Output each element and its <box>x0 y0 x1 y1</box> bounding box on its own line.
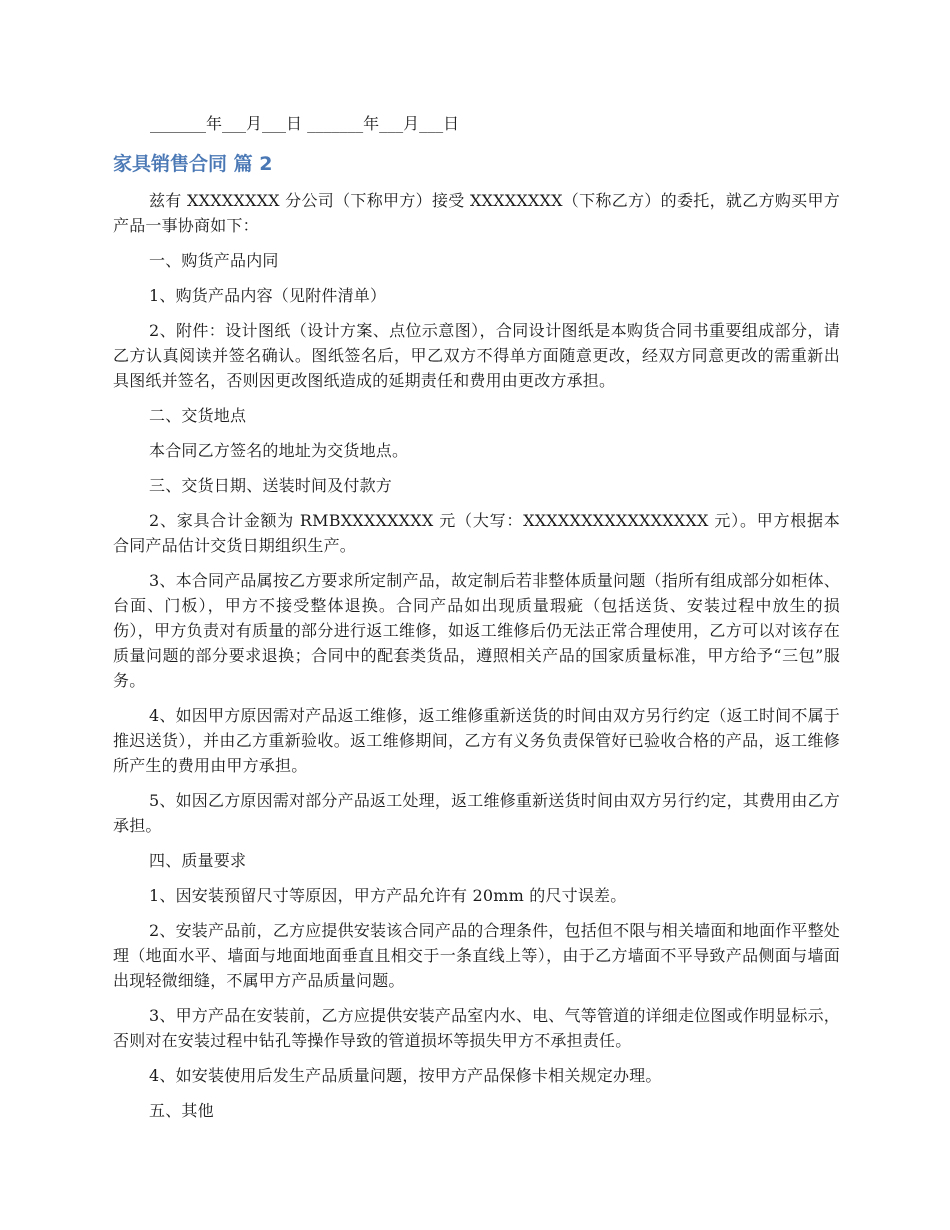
clause-2-text: 本合同乙方签名的地址为交货地点。 <box>149 441 409 460</box>
clause-3-2: 2、家具合计金额为 RMBXXXXXXXX 元（大写：XXXXXXXXXXXXXXXX 元）。甲方根据本合同产品估计交货日期组织生产。 <box>113 511 840 555</box>
clause-4-3: 3、甲方产品在安装前，乙方应提供安装产品室内水、电、气等管道的详细走位图或作明显标示，否则对在安装过程中钻孔等操作导致的管道损坏等损失甲方不承担责任。 <box>113 1006 840 1050</box>
clause-heading-1: 一、购货产品内同 <box>149 251 279 270</box>
clause-heading-5: 五、其他 <box>149 1101 214 1120</box>
clause-1-1: 1、购货产品内容（见附件清单） <box>149 286 387 305</box>
clause-4-2: 2、安装产品前，乙方应提供安装该合同产品的合理条件，包括但不限与相关墙面和地面作平整处理（地面水平、墙面与地面地面垂直且相交于一条直线上等），由于乙方墙面不平导致产品侧面与墙面出现轻微细缝，不属甲方产品质量问题。 <box>113 921 840 990</box>
clause-1-2: 2、附件：设计图纸（设计方案、点位示意图），合同设计图纸是本购货合同书重要组成部分，请乙方认真阅读并签名确认。图纸签名后，甲乙双方不得单方面随意更改，经双方同意更改的需重新出具图纸并签名，否则因更改图纸造成的延期责任和费用由更改方承担。 <box>113 321 840 390</box>
clause-4-1: 1、因安装预留尺寸等原因，甲方产品允许有 20mm 的尺寸误差。 <box>149 886 627 905</box>
clause-3-5: 5、如因乙方原因需对部分产品返工处理，返工维修重新送货时间由双方另行约定，其费用由乙方承担。 <box>113 791 840 835</box>
contract-body <box>113 188 840 1133</box>
clause-3-4: 4、如因甲方原因需对产品返工维修，返工维修重新送货的时间由双方另行约定（返工时间不属于推迟送货），并由乙方重新验收。返工维修期间，乙方有义务负责保管好已验收合格的产品，返工维修所产生的费用由甲方承担。 <box>113 706 840 775</box>
signature-date-line: _______年___月___日 _______年___月___日 <box>150 114 460 133</box>
clause-3-3: 3、本合同产品属按乙方要求所定制产品，故定制后若非整体质量问题（指所有组成部分如柜体、台面、门板），甲方不接受整体退换。合同产品如出现质量瑕疵（包括送货、安装过程中放生的损伤），甲方负责对有质量的部分进行返工维修，如返工维修后仍无法正常合理使用，乙方可以对该存在质量问题的部分要求退换；合同中的配套类货品，遵照相关产品的国家质量标准，甲方给予“三包”服务。 <box>113 571 840 690</box>
clause-4-4: 4、如安装使用后发生产品质量问题，按甲方产品保修卡相关规定办理。 <box>149 1066 662 1085</box>
clause-heading-2: 二、交货地点 <box>149 406 247 425</box>
clause-heading-4: 四、质量要求 <box>149 851 247 870</box>
intro-paragraph: 兹有 XXXXXXXX 分公司（下称甲方）接受 XXXXXXXX（下称乙方）的委托，就乙方购买甲方产品一事协商如下： <box>113 191 840 235</box>
section-heading: 家具销售合同 篇 2 <box>113 153 273 175</box>
clause-heading-3: 三、交货日期、送装时间及付款方 <box>149 476 393 495</box>
